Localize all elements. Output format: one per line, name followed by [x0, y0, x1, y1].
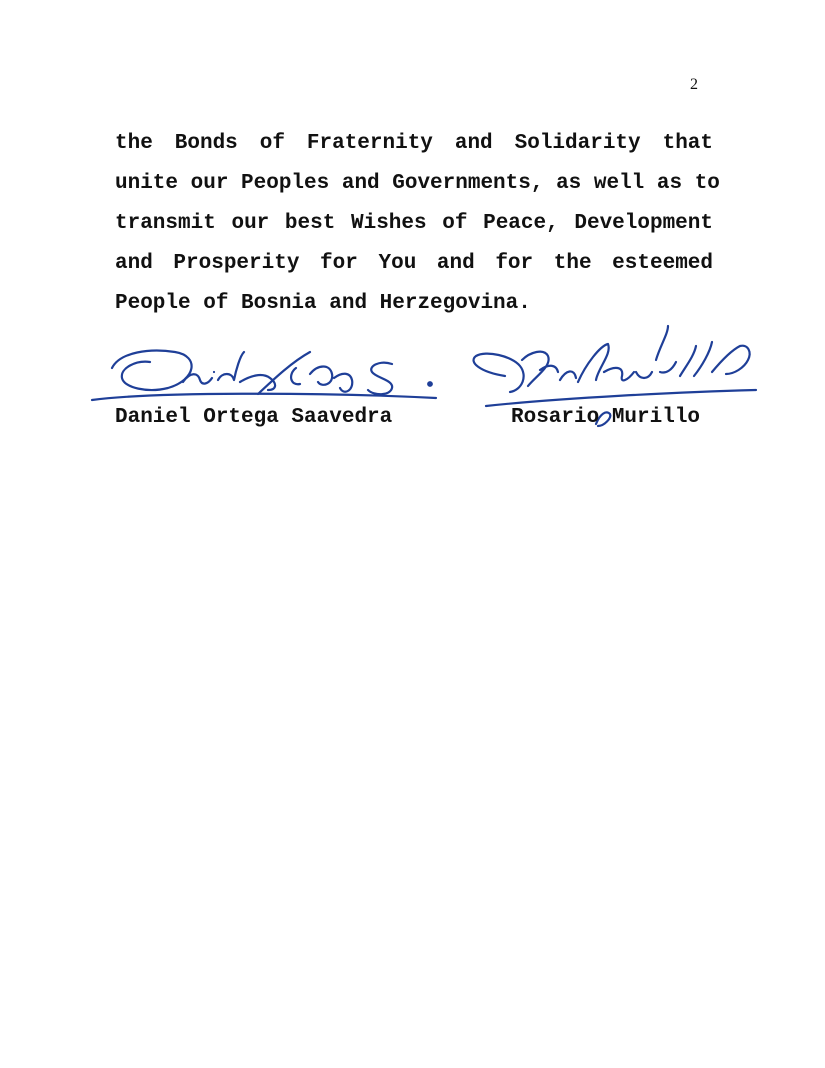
body-line-2: unite our Peoples and Governments, as well as to [115, 172, 720, 195]
signatory-name-1: Daniel Ortega Saavedra [115, 406, 393, 429]
body-line-5: People of Bosnia and Herzegovina. [115, 292, 531, 315]
body-line-3: transmit our best Wishes of Peace, Development [115, 212, 713, 235]
page-number: 2 [690, 76, 698, 93]
body-line-1: the Bonds of Fraternity and Solidarity that [115, 132, 713, 155]
signatory-name-2: Rosario Murillo [511, 406, 701, 429]
body-line-4: and Prosperity for You and for the esteemed [115, 252, 713, 275]
signature-daniel-ortega [92, 351, 436, 400]
letter-body [115, 124, 720, 324]
